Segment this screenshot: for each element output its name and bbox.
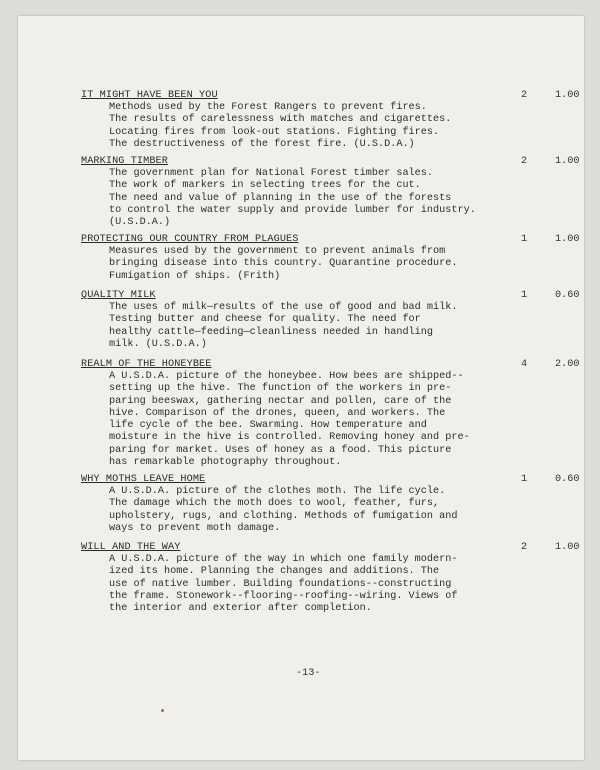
rental-price: 1.00	[555, 90, 580, 101]
reel-count: 4	[521, 359, 528, 370]
rental-price: 0.60	[555, 474, 580, 485]
rental-price: 0.60	[555, 290, 580, 301]
reel-count: 1	[521, 474, 528, 485]
paper-speck	[161, 709, 164, 712]
film-entry	[81, 474, 580, 535]
film-entry	[81, 234, 580, 283]
film-title: MARKING TIMBER	[81, 156, 168, 167]
film-title: WHY MOTHS LEAVE HOME	[81, 474, 206, 485]
rental-price: 1.00	[555, 156, 580, 167]
rental-price: 1.00	[555, 542, 580, 553]
film-description: The government plan for National Forest timber sales. The work of markers in selecting trees for the cut. The need and value of planning in the use of the forests to control the water supply and provide lumber for industry. (U.S.D.A.)	[109, 168, 476, 229]
film-description: A U.S.D.A. picture of the clothes moth. The life cycle. The damage which the moth does to wool, feather, furs, upholstery, rugs, and clothing. Methods of fumigation and ways to prevent moth damage.	[109, 486, 458, 534]
film-title: QUALITY MILK	[81, 290, 156, 301]
rental-price: 2.00	[555, 359, 580, 370]
film-entry	[81, 290, 580, 351]
film-title: WILL AND THE WAY	[81, 542, 181, 553]
film-description: A U.S.D.A. picture of the honeybee. How bees are shipped-- setting up the hive. The function of the workers in pre- paring beeswax, gathering nectar and pollen, care of the hive. Comparison of the drones, queen, and workers. The life cycle of the bee. Swarming. How temperature and moisture in the hive is controlled. Removing honey and pre- paring for market. Uses of honey as a food. This picture has remarkable photography throughout.	[109, 371, 470, 469]
film-title: IT MIGHT HAVE BEEN YOU	[81, 90, 218, 101]
reel-count: 1	[521, 234, 528, 245]
reel-count: 2	[521, 90, 528, 101]
rental-price: 1.00	[555, 234, 580, 245]
reel-count: 2	[521, 156, 528, 167]
document-page	[18, 16, 584, 760]
film-description: Methods used by the Forest Rangers to prevent fires. The results of carelessness with matches and cigarettes. Locating fires from look-out stations. Fighting fires. The destructiveness of the forest fire. (U.S.D.A.)	[109, 102, 452, 150]
page-number: -13-	[296, 668, 321, 679]
film-title: PROTECTING OUR COUNTRY FROM PLAGUES	[81, 234, 299, 245]
film-entry	[81, 90, 580, 151]
film-title: REALM OF THE HONEYBEE	[81, 359, 212, 370]
film-entry	[81, 359, 580, 469]
reel-count: 1	[521, 290, 528, 301]
reel-count: 2	[521, 542, 528, 553]
film-entry	[81, 542, 580, 615]
film-description: The uses of milk—results of the use of good and bad milk. Testing butter and cheese for quality. The need for healthy cattle—feeding—cleanliness needed in handling milk. (U.S.D.A.)	[109, 302, 458, 350]
film-description: A U.S.D.A. picture of the way in which one family modern- ized its home. Planning the changes and additions. The use of native lumber. Building foundations--constructing the frame. Stonework--flooring--roofing--wiring. Views of the interior and exterior after completion.	[109, 554, 458, 615]
film-description: Measures used by the government to prevent animals from bringing disease into this country. Quarantine procedure. Fumigation of ships. (Frith)	[109, 246, 458, 282]
film-entry	[81, 156, 580, 229]
